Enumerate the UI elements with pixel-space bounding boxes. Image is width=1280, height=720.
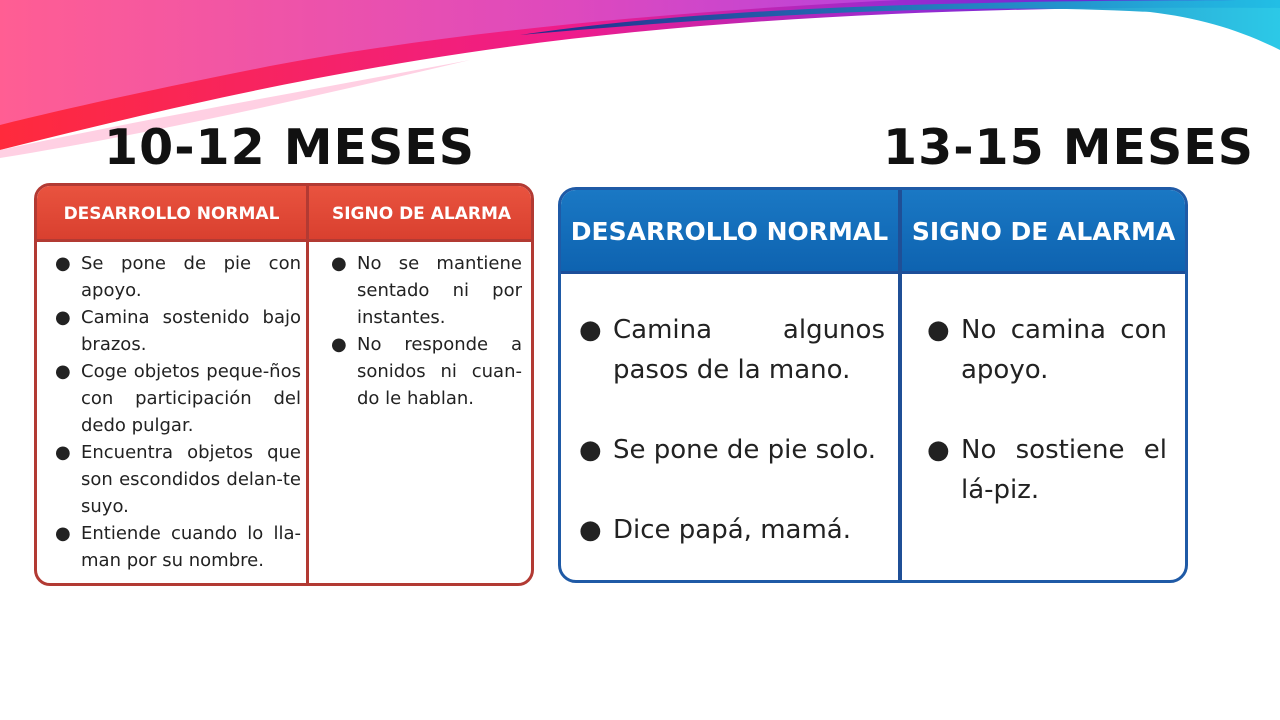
item-text: No se mantiene sentado ni por instantes.	[357, 253, 522, 328]
bullet-icon: ●	[55, 523, 71, 544]
list-item	[923, 310, 1167, 390]
bullet-icon: ●	[55, 307, 71, 328]
item-text: No responde a sonidos ni cuan-do le hablan.	[357, 334, 522, 409]
column-divider	[306, 186, 309, 583]
list-item	[51, 358, 301, 439]
item-text: Se pone de pie con apoyo.	[81, 253, 301, 301]
bullet-icon: ●	[55, 361, 71, 382]
list-item	[51, 304, 301, 358]
list-item	[575, 310, 885, 390]
list-item	[51, 520, 301, 574]
bullet-icon: ●	[55, 253, 71, 274]
list-item	[923, 430, 1167, 510]
bullet-icon: ●	[579, 315, 602, 345]
item-text: Camina algunos pasos de la mano.	[613, 315, 885, 385]
title-10-12-meses: 10-12 MESES	[104, 119, 476, 176]
item-text: Dice papá, mamá.	[613, 515, 851, 545]
bullet-icon: ●	[55, 442, 71, 463]
title-13-15-meses: 13-15 MESES	[883, 119, 1255, 176]
list-item	[51, 439, 301, 520]
item-text: Entiende cuando lo lla-man por su nombre.	[81, 523, 301, 571]
table-13-15-meses	[558, 187, 1188, 583]
bullet-icon: ●	[579, 515, 602, 545]
item-text: Coge objetos peque-ños con participación del dedo pulgar.	[81, 361, 301, 436]
item-text: No sostiene el lá-piz.	[961, 435, 1167, 505]
column-signo-de-alarma	[327, 250, 522, 412]
column-desarrollo-normal	[575, 310, 885, 583]
header-signo-de-alarma: SIGNO DE ALARMA	[911, 217, 1176, 246]
bullet-icon: ●	[331, 253, 347, 274]
item-text: Se pone de pie solo.	[613, 435, 877, 465]
bullet-icon: ●	[579, 435, 602, 465]
item-text: No camina con apoyo.	[961, 315, 1167, 385]
bullet-icon: ●	[331, 334, 347, 355]
header-signo-de-alarma: SIGNO DE ALARMA	[331, 204, 512, 224]
bullet-icon: ●	[927, 315, 950, 345]
list-item	[327, 250, 522, 331]
header-desarrollo-normal: DESARROLLO NORMAL	[570, 217, 889, 246]
column-desarrollo-normal	[51, 250, 301, 574]
list-item	[575, 430, 885, 470]
bullet-icon: ●	[927, 435, 950, 465]
list-item	[51, 250, 301, 304]
item-text: Camina sostenido bajo brazos.	[81, 307, 301, 355]
list-item	[327, 331, 522, 412]
list-item	[575, 510, 885, 550]
column-signo-de-alarma	[923, 310, 1167, 550]
item-text: Encuentra objetos que son escondidos delan-te suyo.	[81, 442, 301, 517]
header-desarrollo-normal: DESARROLLO NORMAL	[63, 204, 280, 224]
table-10-12-meses	[34, 183, 534, 586]
